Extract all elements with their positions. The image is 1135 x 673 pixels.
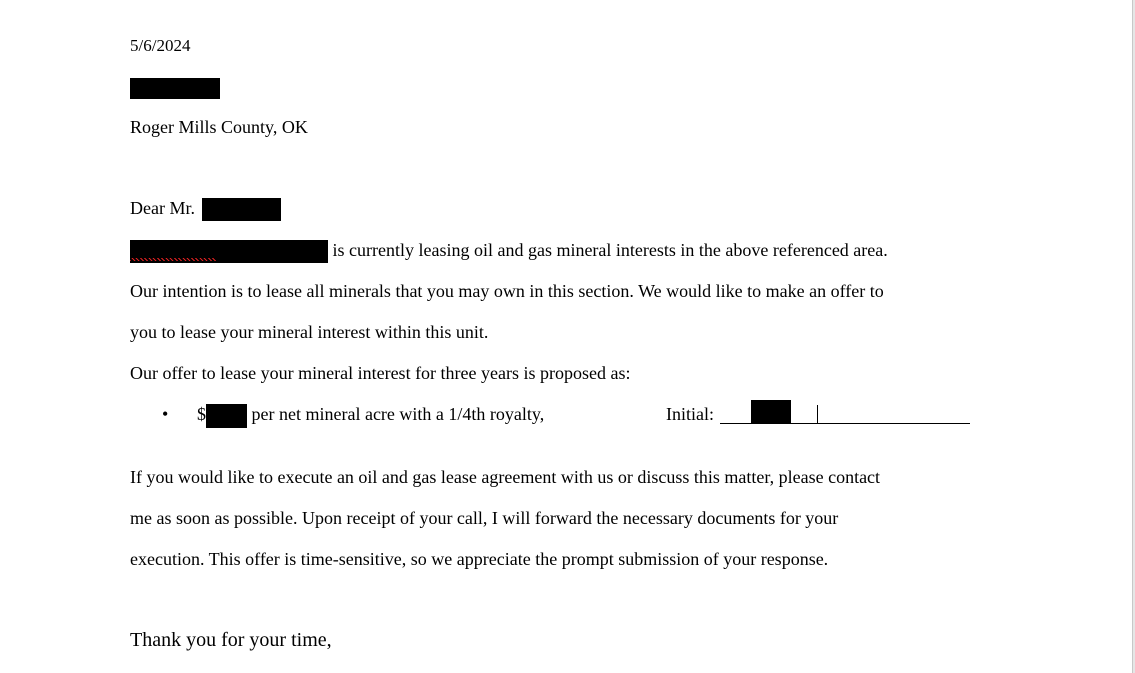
paragraph-2-line-2: me as soon as possible. Upon receipt of your call, I will forward the necessary documents for your — [130, 508, 839, 528]
text-cursor — [817, 405, 818, 423]
paragraph-1-line-1 — [130, 239, 888, 263]
bullet-point: • — [162, 404, 169, 424]
paragraph-1-line-2: Our intention is to lease all minerals that you may own in this section. We would like to make an offer to — [130, 281, 884, 301]
offer-bullet-text: per net mineral acre with a 1/4th royalty, — [251, 404, 545, 424]
offer-bullet-line — [197, 403, 544, 428]
redacted-recipient-name — [130, 78, 220, 99]
redacted-salutation-name — [202, 198, 281, 221]
salutation-line — [130, 197, 281, 221]
redacted-initials — [751, 400, 791, 424]
recipient-location: Roger Mills County, OK — [130, 117, 308, 137]
paragraph-1-line-3: you to lease your mineral interest within this unit. — [130, 322, 489, 342]
salutation-text: Dear Mr. — [130, 198, 195, 218]
paragraph-2-line-1: If you would like to execute an oil and gas lease agreement with us or discuss this matter, please contact — [130, 467, 881, 487]
recipient-name-line — [130, 76, 220, 99]
initial-label: Initial: — [666, 404, 714, 424]
paragraph-2-line-3: execution. This offer is time-sensitive, so we appreciate the prompt submission of your response. — [130, 549, 829, 569]
spellcheck-underline — [130, 258, 216, 261]
redacted-offer-amount — [206, 404, 247, 428]
offer-currency: $ — [197, 404, 206, 424]
offer-intro: Our offer to lease your mineral interest for three years is proposed as: — [130, 363, 631, 383]
closing-line: Thank you for your time, — [130, 629, 332, 651]
paragraph-1-line-1-text: is currently leasing oil and gas mineral interests in the above referenced area. — [332, 240, 888, 260]
letter-date: 5/6/2024 — [130, 36, 191, 55]
